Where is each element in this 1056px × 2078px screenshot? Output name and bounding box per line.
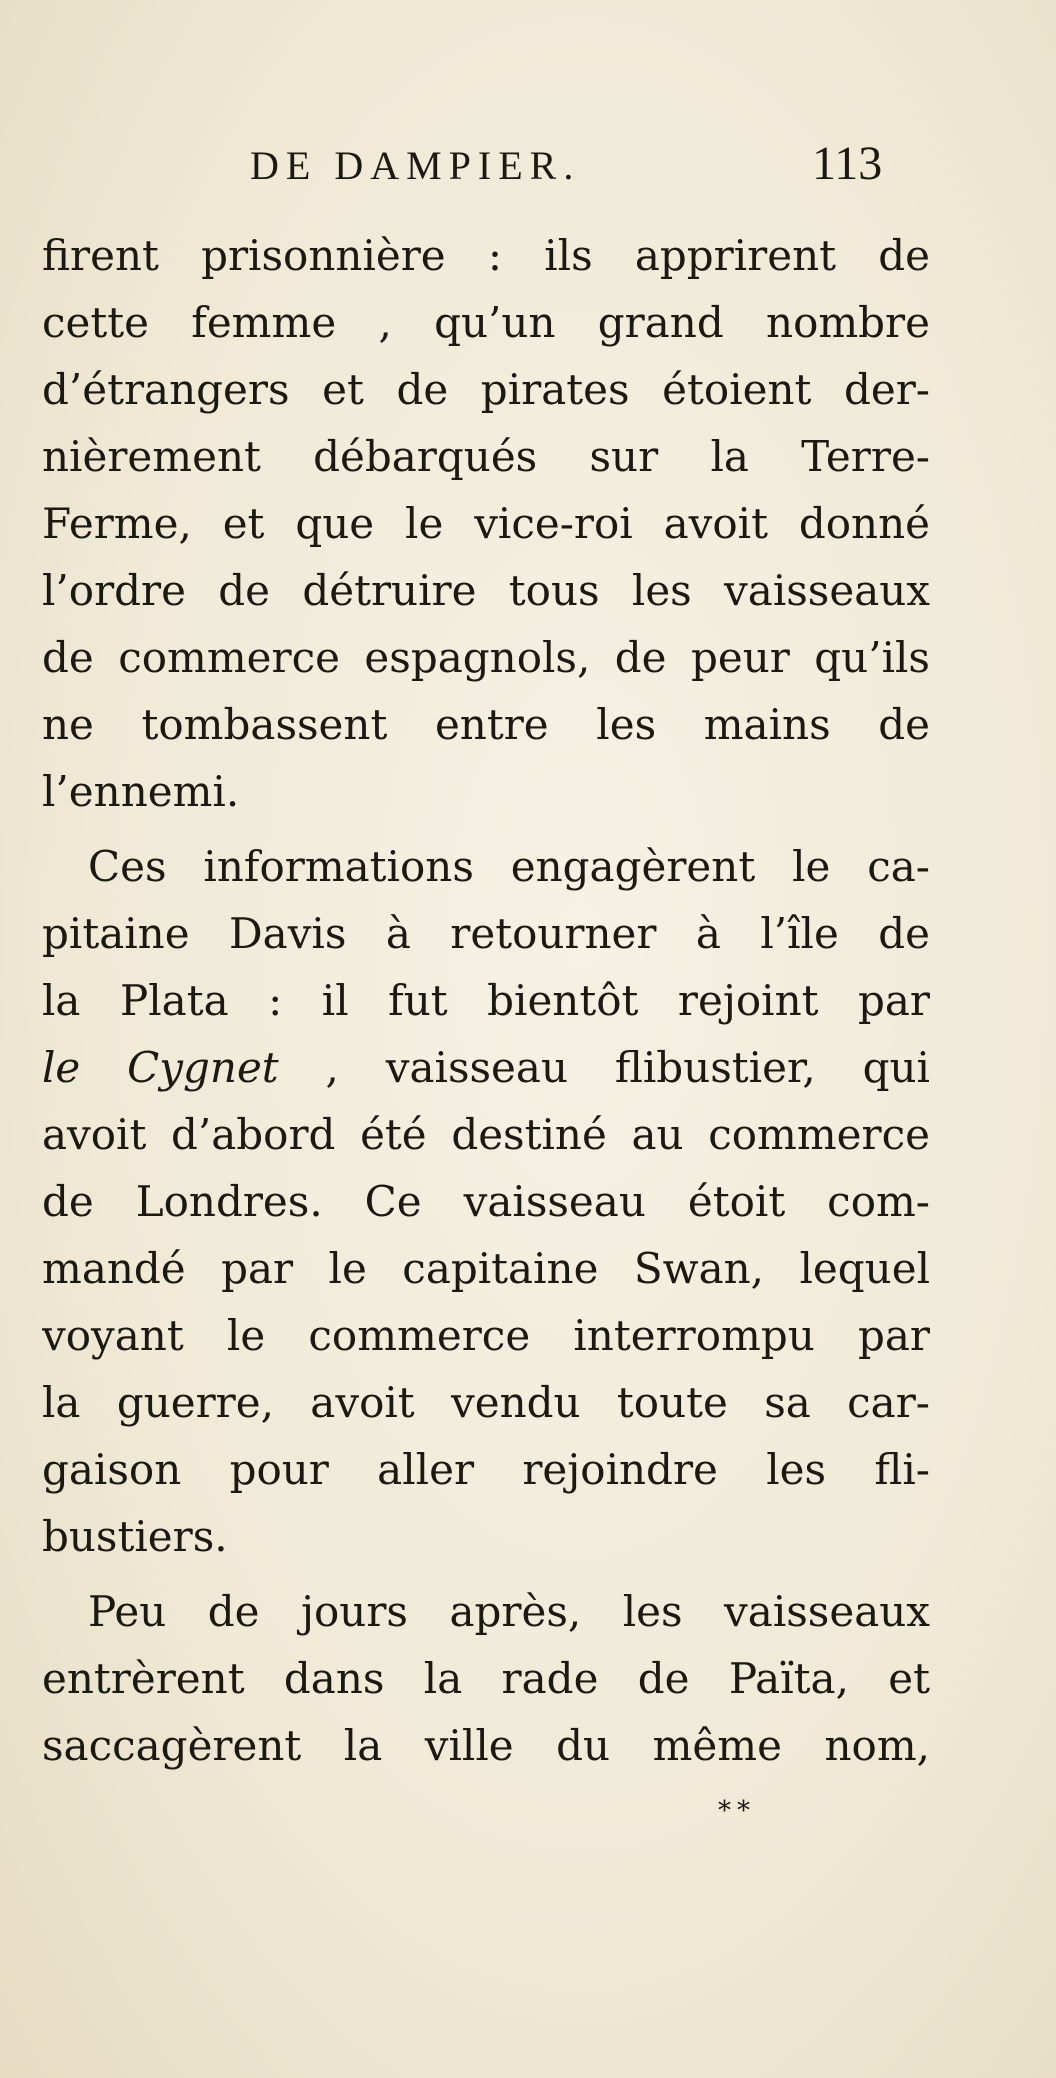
text-line: voyant le commerce interrompu par — [42, 1311, 930, 1360]
body-text — [42, 222, 930, 1779]
text-line: avoit d’abord été destiné au commerce — [42, 1110, 930, 1159]
text-line: nièrement débarqués sur la Terre- — [42, 432, 930, 481]
text-line: pitaine Davis à retourner à l’île de — [42, 909, 930, 958]
text-line: firent prisonnière : ils apprirent de — [42, 231, 930, 280]
text-line: de Londres. Ce vaisseau étoit com- — [42, 1177, 930, 1226]
text-line: mandé par le capitaine Swan, lequel — [42, 1244, 930, 1293]
text-line: saccagèrent la ville du même nom, — [42, 1721, 930, 1770]
ship-name-italic: le Cygnet — [42, 1043, 279, 1092]
text-line: cette femme , qu’un grand nombre — [42, 298, 930, 347]
text-line: l’ennemi. — [42, 767, 240, 816]
text-line: l’ordre de détruire tous les vaisseaux — [42, 566, 930, 615]
text-line: d’étrangers et de pirates étoient der- — [42, 365, 930, 414]
running-title: DE DAMPIER. — [250, 143, 581, 188]
text-line: de commerce espagnols, de peur qu’ils — [42, 633, 930, 682]
text-line — [42, 1034, 930, 1101]
text-line: la guerre, avoit vendu toute sa car- — [42, 1378, 930, 1427]
text-line: bustiers. — [42, 1512, 228, 1561]
text-line: ne tombassent entre les mains de — [42, 700, 930, 749]
text-line: entrèrent dans la rade de Païta, et — [42, 1654, 930, 1703]
text-line: Ferme, et que le vice-roi avoit donné — [42, 499, 930, 548]
page-number: 113 — [812, 137, 883, 190]
paragraph-first-line: Peu de jours après, les vaisseaux — [88, 1587, 930, 1636]
text-line: la Plata : il fut bientôt rejoint par — [42, 976, 930, 1025]
page-header — [0, 137, 1056, 202]
text-fragment: , vaisseau flibustier, qui — [325, 1043, 930, 1092]
signature-mark: ** — [718, 1796, 756, 1826]
text-line: gaison pour aller rejoindre les fli- — [42, 1445, 930, 1494]
paragraph-first-line: Ces informations engagèrent le ca- — [88, 842, 930, 891]
